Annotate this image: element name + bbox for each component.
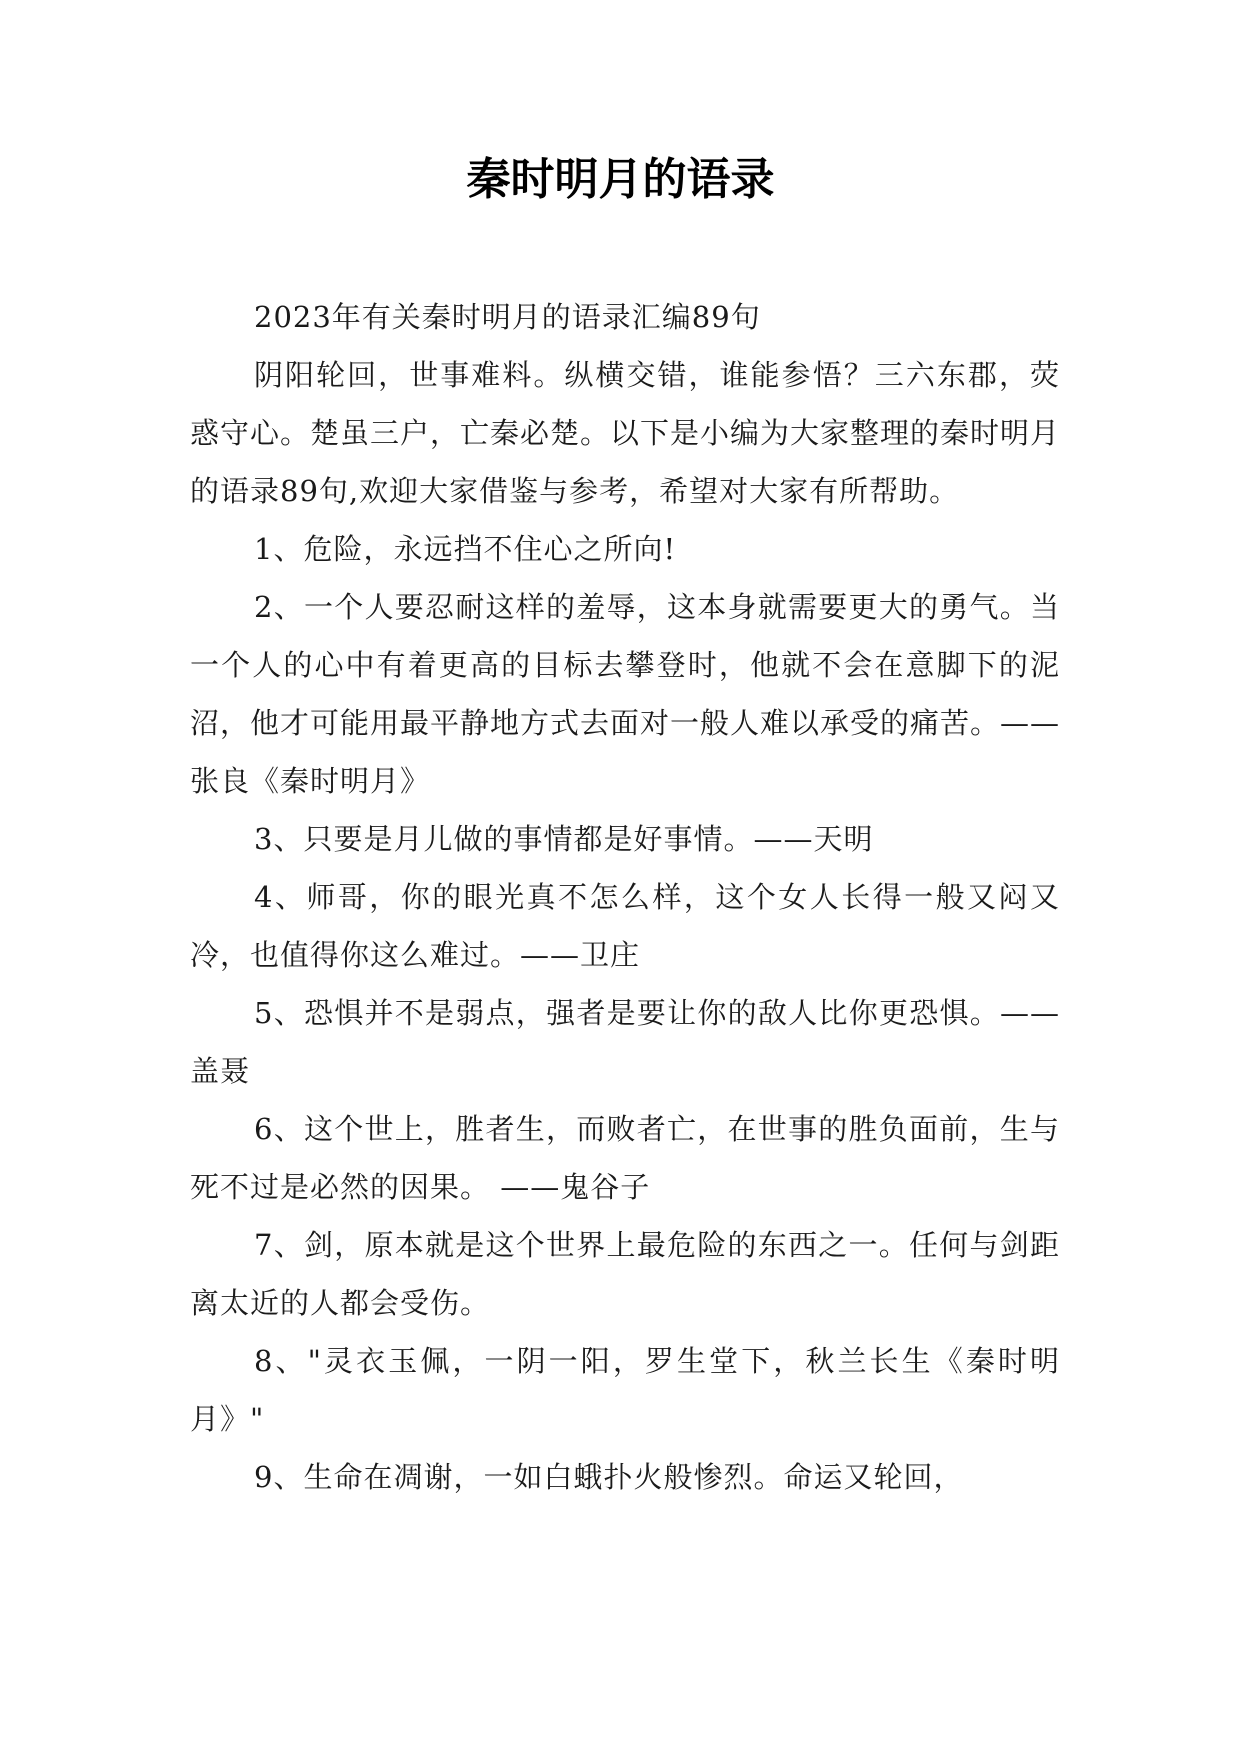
quote-item-9: 9、生命在凋谢，一如白蛾扑火般惨烈。命运又轮回，: [254, 1460, 964, 1494]
quote-item-4: 4、师哥，你的眼光真不怎么样，这个女人长得一般又闷又冷，也值得你这么难过。——卫庄: [190, 880, 1060, 972]
paragraph-intro: 阴阳轮回，世事难料。纵横交错，谁能参悟？三六东郡，荧惑守心。楚虽三户，亡秦必楚。以下是小编为大家整理的秦时明月的语录89句,欢迎大家借鉴与参考，希望对大家有所帮助。: [190, 358, 1061, 508]
document-title: 秦时明月的语录: [466, 154, 775, 205]
quote-item-5: 5、恐惧并不是弱点，强者是要让你的敌人比你更恐惧。——盖聂: [190, 996, 1060, 1088]
paragraph-intro-heading: 2023年有关秦时明月的语录汇编89句: [254, 300, 761, 334]
quote-item-3: 3、只要是月儿做的事情都是好事情。——天明: [254, 822, 874, 856]
document-body: [190, 288, 1060, 1506]
quote-item-8: 8、"灵衣玉佩，一阴一阳，罗生堂下，秋兰长生《秦时明月》": [190, 1344, 1060, 1436]
quote-item-1: 1、危险，永远挡不住心之所向!: [254, 532, 677, 566]
quote-item-2: 2、一个人要忍耐这样的羞辱，这本身就需要更大的勇气。当一个人的心中有着更高的目标去攀登时，他就不会在意脚下的泥沼，他才可能用最平静地方式去面对一般人难以承受的痛苦。——张良《秦时明月》: [190, 590, 1061, 798]
quote-item-6: 6、这个世上，胜者生，而败者亡，在世事的胜负面前，生与死不过是必然的因果。 ——鬼谷子: [190, 1112, 1060, 1204]
quote-item-7: 7、剑，原本就是这个世界上最危险的东西之一。任何与剑距离太近的人都会受伤。: [190, 1228, 1060, 1320]
